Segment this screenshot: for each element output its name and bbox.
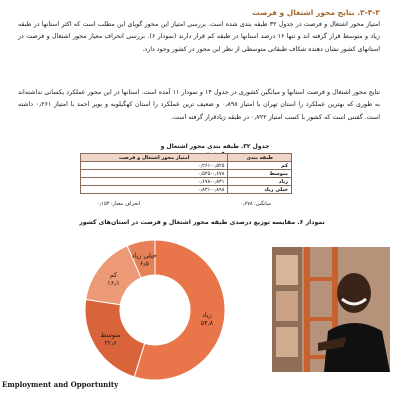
slice-value-label: ۲۲٫۶ — [104, 338, 117, 347]
slice-category-label: زیاد — [201, 310, 212, 319]
row-category: کم — [228, 162, 292, 170]
paragraph-results: نتایج محور اشتغال و فرصت استانها و میانگین کشوری در جدول ۱۴ و نمودار ۱۱ آمده است. استانها در این محور عملکرد یکسانی نداشته‌اند به طوری که بهترین عملکرد را استان تهران با امتیاز ۰٫۸۹۸ و ضعیف ترین عملکرد را استان کهگیلویه و بویر احمد با امتیاز ۰٫۲۶۱ داشته است. گفتنی است که کشور با کسب امتیاز ۰٫۷۲۲ در طبقه زیادقرار گرفته است. — [18, 89, 380, 121]
row-range: ۰٫۲۶۱-۰٫۵۲۵ — [81, 162, 228, 170]
slice-value-label: ۱۶٫۱ — [107, 278, 120, 287]
header-score: امتیاز محور اشتغال و فرصت — [81, 154, 228, 162]
row-range: ۰٫۸۳۱-۰٫۸۹۸ — [81, 186, 228, 194]
row-category: متوسط — [228, 170, 292, 178]
row-category: خیلی زیاد — [228, 186, 292, 194]
donut-chart — [55, 230, 255, 385]
table-row — [81, 186, 292, 194]
slice-value-label: ۵۴٫۸ — [200, 318, 214, 327]
table-title: جدول ۳۲. طبقه بندی محور اشتغال و — [160, 143, 270, 150]
row-range: ۰٫۵۲۵-۰٫۶۷۸ — [81, 170, 228, 178]
table-footnote — [85, 201, 297, 207]
table-row — [81, 170, 292, 178]
slice-category-label: کم — [109, 270, 118, 279]
header-category: طبقه بندی — [228, 154, 292, 162]
worker-illustration-icon — [272, 247, 390, 372]
donut-chart-svg — [55, 230, 255, 385]
sd-value: انحراف معیار: ۰٫۱۵۳ — [97, 201, 141, 207]
mean-value: میانگین: ۰٫۶۷۸ — [240, 201, 271, 207]
slice-value-label: ۶٫۵ — [139, 259, 149, 268]
row-category: زیاد — [228, 178, 292, 186]
section-heading: ۳-۳-۲. نتایج محور اشتغال و فرصت — [252, 8, 380, 17]
classification-table — [80, 153, 292, 194]
footer-title: Employment and Opportunity — [2, 380, 119, 389]
figure-title: نمودار ۶. مقایسه توزیع درصدی طبقه محور اشتغال و فرصت در استان‌های کشور — [79, 219, 325, 226]
table-row — [81, 162, 292, 170]
slice-category-label: متوسط — [100, 330, 121, 339]
paragraph-intro: امتیاز محور اشتغال و فرصت در جدول ۳۲ طبقه بندی شده است. بررسی امتیاز این محور گویای این مطلب است که اکثر استانها در طبقه زیاد و متوسط قرار گرفته اند و تنها ۱۶ درصد استانها در طبقه کم قرار دارند (نمودار ۶). بررسی انحراف معیار محور اشتغال و فرصت در استانهای کشور نشان دهنده شکاف طبقاتی متوسطی از نظر این محور در کشور وجود دارد. — [18, 21, 381, 53]
table-row — [81, 178, 292, 186]
table-header-row — [81, 154, 292, 162]
slice-category-label: خیلی زیاد — [131, 251, 158, 260]
row-range: ۰٫۶۷۸-۰٫۸۳۱ — [81, 178, 228, 186]
worker-photo — [272, 247, 390, 372]
